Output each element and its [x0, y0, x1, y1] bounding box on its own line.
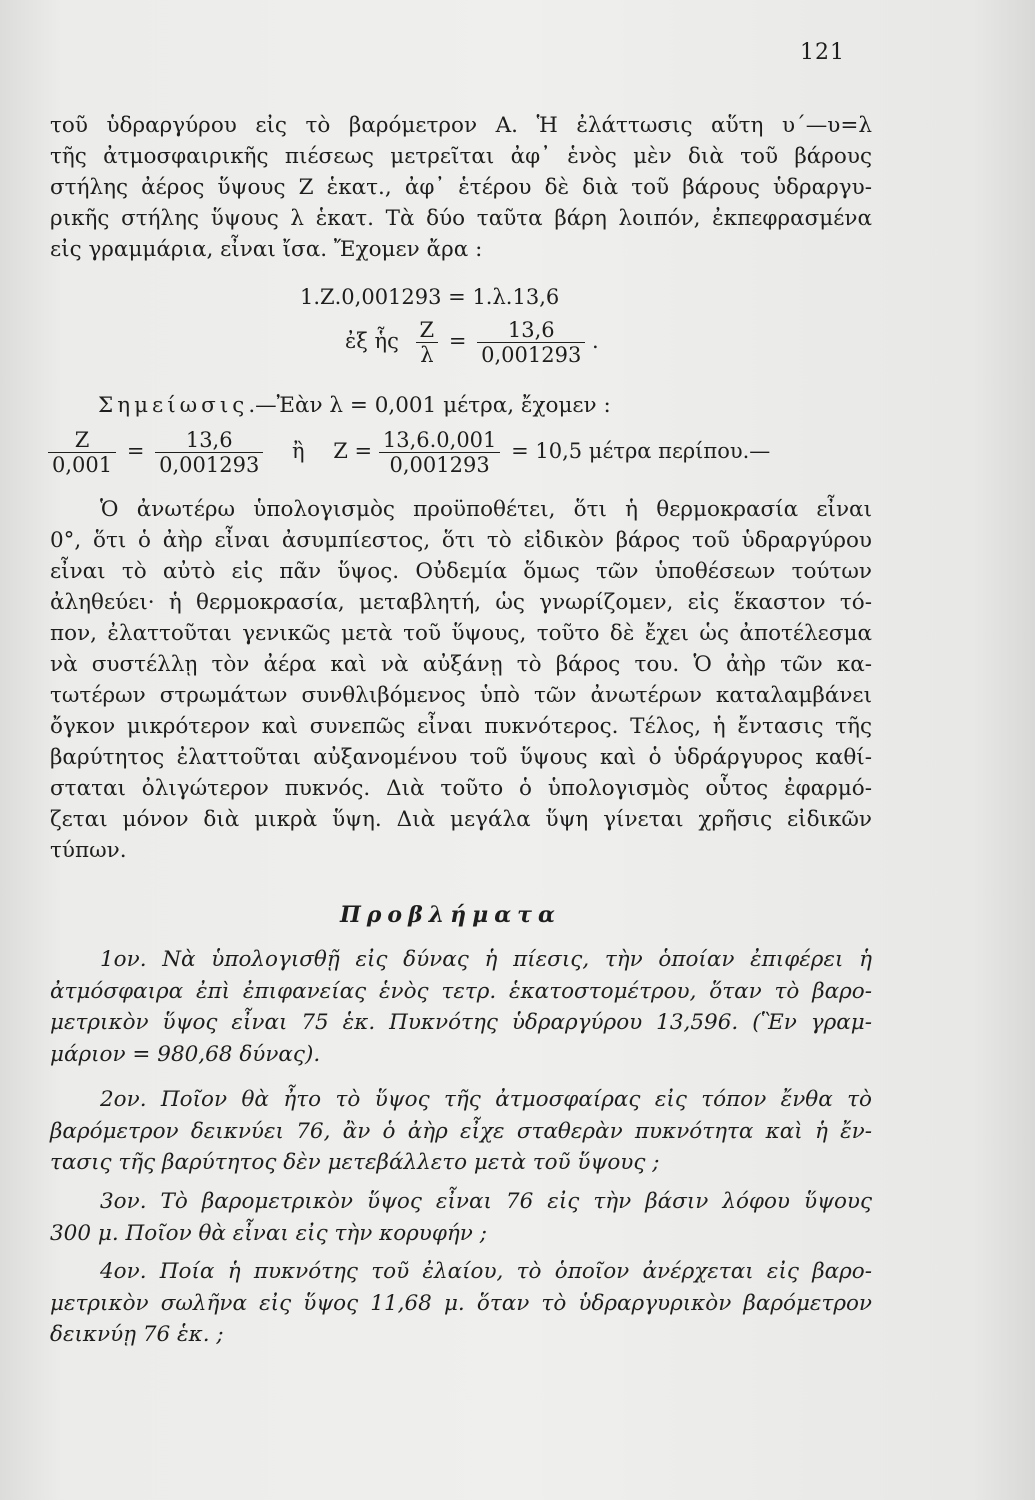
fraction-denominator: 0,001293	[481, 343, 582, 367]
text-line: σταται ὀλιγώτερον πυκνός. Διὰ τοῦτο ὁ ὑπολογισμὸς οὗτος ἐφαρμό-	[50, 776, 872, 801]
section-heading: Προβλήματα	[340, 902, 561, 928]
text-line: μετρικὸν ὕψος εἶναι 75 ἑκ. Πυκνότης ὑδραργύρου 13,596. (Ἓν γραμ-	[50, 1010, 872, 1035]
equals-sign: =	[126, 439, 145, 463]
paragraph-intro	[50, 110, 872, 265]
paragraph-assumptions	[50, 494, 872, 866]
text-line: εἶναι τὸ αὐτὸ εἰς πᾶν ὕψος. Οὐδεμία ὅμως τῶν ὑποθέσεων τούτων	[50, 559, 872, 584]
equation-weight-balance: 1.Ζ.0,001293 = 1.λ.13,6	[300, 285, 560, 309]
text-line: ζεται μόνον διὰ μικρὰ ὕψη. Διὰ μεγάλα ὕψη γίνεται χρῆσις εἰδικῶν	[50, 807, 872, 832]
text-line: 3ον. Τὸ βαρομετρικὸν ὕψος εἶναι 76 εἰς τὴν βάσιν λόφου ὕψους	[100, 1189, 872, 1214]
fraction-numerator: Ζ	[416, 318, 439, 343]
text-line: Ὁ ἀνωτέρω ὑπολογισμὸς προϋποθέτει, ὅτι ἡ θερμοκρασία εἶναι	[100, 497, 872, 522]
equals-sign: =	[448, 329, 467, 353]
text-line: δεικνύῃ 76 ἑκ. ;	[50, 1322, 224, 1347]
fraction-numerator: 13,6	[477, 318, 585, 343]
fraction-density	[155, 428, 263, 477]
text-line: ὄγκον μικρότερον καὶ συνεπῶς εἶναι πυκνότερος. Τέλος, ἡ ἔντασις τῆς	[50, 714, 872, 739]
text-line: τοῦ ὑδραργύρου εἰς τὸ βαρόμετρον Α. Ἡ ἐλάττωσις αὕτη υ΄—υ=λ	[50, 113, 872, 138]
fraction-z-over-0001	[48, 428, 116, 477]
z-label: Ζ =	[333, 439, 373, 463]
text-line: εἰς γραμμάρια, εἶναι ἴσα. Ἔχομεν ἄρα :	[50, 237, 483, 262]
text-line: μάριον = 980,68 δύνας).	[50, 1041, 321, 1067]
text-line: τύπων.	[50, 838, 127, 863]
fraction-numerator: 13,6	[155, 428, 263, 453]
text-line: μετρικὸν σωλῆνα εἰς ὕψος 11,68 μ. ὅταν τὸ ὑδραργυρικὸν βαρόμετρον	[50, 1290, 872, 1316]
fraction-denominator: 0,001	[52, 453, 113, 477]
problem-2	[50, 1084, 872, 1179]
text-line: ἀληθεύει· ἡ θερμοκρασία, μεταβλητή, ὡς γνωρίζομεν, εἰς ἕκαστον τό-	[50, 590, 872, 615]
note-text: .—Ἐὰν λ = 0,001 μέτρα, ἔχομεν :	[248, 393, 611, 418]
text-line: ρικῆς στήλης ὕψους λ ἑκατ. Τὰ δύο ταῦτα βάρη λοιπόν, ἐκπεφρασμένα	[50, 206, 872, 231]
problem-1	[50, 944, 872, 1070]
text-line: 1ον. Νὰ ὑπολογισθῇ εἰς δύνας ἡ πίεσις, τὴν ὁποίαν ἐπιφέρει ἡ	[100, 947, 872, 972]
result-text: = 10,5 μέτρα περίπου.—	[511, 439, 771, 463]
text-line: 2ον. Ποῖον θὰ ἦτο τὸ ὕψος τῆς ἀτμοσφαίρας εἰς τόπον ἔνθα τὸ	[100, 1087, 872, 1112]
fraction-numerator: 13,6.0,001	[379, 428, 501, 453]
fraction-numerator: Ζ	[48, 428, 116, 453]
text-line: 0°, ὅτι ὁ ἀὴρ εἶναι ἀσυμπίεστος, ὅτι τὸ εἰδικὸν βάρος τοῦ ὑδραργύρου	[50, 528, 872, 553]
note-line	[98, 393, 611, 418]
equation-ratio	[345, 318, 599, 367]
text-line: τωτέρων στρωμάτων συνθλιβόμενος ὑπὸ τῶν ἀνωτέρων καταλαμβάνει	[50, 683, 872, 708]
text-line: βαρόμετρον δεικνύει 76, ἂν ὁ ἀὴρ εἶχε σταθερὰν πυκνότητα καὶ ἡ ἔν-	[50, 1118, 872, 1144]
fraction-z-value	[379, 428, 501, 477]
text-line: τῆς ἀτμοσφαιρικῆς πιέσεως μετρεῖται ἀφ᾿ ἑνὸς μὲν διὰ τοῦ βάρους	[50, 144, 872, 169]
equation-prefix: ἐξ ἧς	[345, 329, 399, 353]
text-line: στήλης ἀέρος ὕψους Ζ ἑκατ., ἀφ᾿ ἑτέρου δὲ διὰ τοῦ βάρους ὑδραργυ-	[50, 175, 872, 200]
text-line: 4ον. Ποία ἡ πυκνότης τοῦ ἐλαίου, τὸ ὁποῖον ἀνέρχεται εἰς βαρο-	[100, 1259, 872, 1284]
problem-3	[50, 1186, 872, 1249]
or-word: ἢ	[292, 439, 305, 463]
text-line: πον, ἐλαττοῦται γενικῶς μετὰ τοῦ ὕψους, τοῦτο δὲ ἔχει ὡς ἀποτέλεσμα	[50, 621, 872, 646]
text-line: βαρύτητος ἐλαττοῦται αὐξανομένου τοῦ ὕψους καὶ ὁ ὑδράργυρος καθί-	[50, 745, 872, 770]
fraction-denominator: 0,001293	[389, 453, 490, 477]
equation-suffix: .	[592, 329, 599, 353]
text-line: νὰ συστέλλῃ τὸν ἀέρα καὶ νὰ αὐξάνῃ τὸ βάρος του. Ὁ ἀὴρ τῶν κα-	[50, 652, 872, 677]
text-line: ἀτμόσφαιρα ἐπὶ ἐπιφανείας ἑνὸς τετρ. ἑκατοστομέτρου, ὅταν τὸ βαρο-	[50, 978, 872, 1004]
text-line: τασις τῆς βαρύτητος δὲν μετεβάλλετο μετὰ τοῦ ὕψους ;	[50, 1150, 660, 1175]
text-line: 300 μ. Ποῖον θὰ εἶναι εἰς τὴν κορυφήν ;	[50, 1220, 487, 1246]
fraction-denominator: 0,001293	[159, 453, 260, 477]
note-label: Σημείωσις	[98, 393, 249, 418]
fraction-denominator: λ	[420, 343, 434, 367]
fraction-density-ratio	[477, 318, 585, 367]
fraction-z-over-lambda	[416, 318, 439, 367]
page-number: 121	[800, 40, 845, 65]
equation-result	[48, 428, 770, 477]
problem-4	[50, 1256, 872, 1351]
